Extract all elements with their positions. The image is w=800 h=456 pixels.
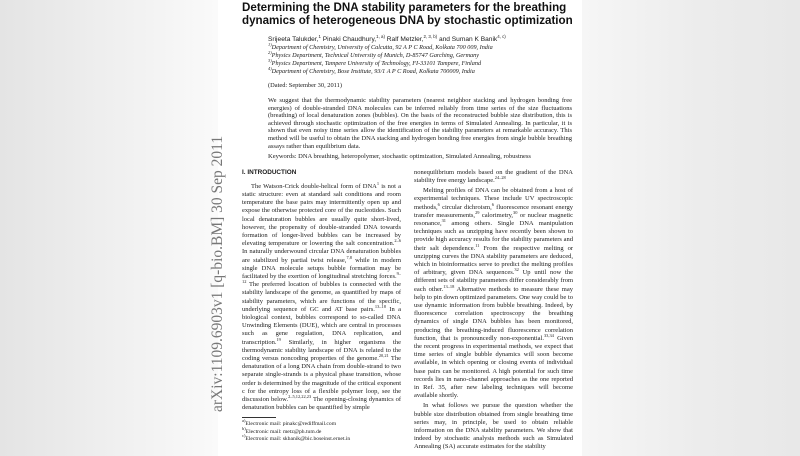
author-affiliation-mark: 4, c) [497, 34, 506, 39]
citation-ref: 1 [376, 180, 380, 186]
paragraph-text: Melting profiles of DNA can be obtained from a host of experimental techniques. These include UV spectroscopic methods, [414, 187, 573, 211]
paragraph [414, 402, 573, 451]
paragraph-text: The Watson-Crick double-helical form of DNA [251, 182, 377, 190]
affiliation-mark: 1) [268, 42, 272, 47]
citation-ref: 7,8 [346, 254, 352, 260]
paragraph-text: The preferred location of bubbles is connected with the stability landscape of the genome, as quantified by maps of stability parameters, which are functions of the specific, underlying sequence of GC and AT base pairs. [242, 281, 401, 313]
affiliation [268, 68, 568, 76]
footnote-text: Electronic mail: pinakc@rediffmail.com [245, 421, 337, 428]
footnote-mark: c) [242, 433, 246, 439]
paper-content [242, 0, 574, 456]
arxiv-identifier: arXiv:1109.6903v1 [q-bio.BM] 30 Sep 2011 [209, 135, 226, 412]
author-affiliation-mark: 1 [318, 34, 321, 39]
paragraph-text: circular dichroism, [439, 203, 492, 211]
footnote-mark: a) [242, 418, 246, 424]
abstract: We suggest that the thermodynamic stability parameters (nearest neighbor stacking and hydrogen bonding free energies) of double-stranded DNA molecules can be inferred reliably from time series of the size fluctuations (breathing) of local denaturation zones (bubbles). On the basis of the reconstructed bubble size distribution, this is achieved through stochastic optimization of the free energies in terms of Simulated Annealing. In particular, it is shown that even noisy time series allow the identification of the stability parameters at remarkable accuracy. This method will be useful to obtain the DNA stacking and hydrogen bonding free energies from single bubble breathing assays rather than equilibrium data. [268, 97, 572, 150]
citation-ref: 32 [514, 267, 519, 273]
affiliation-text: Department of Chemistry, Bose Institute, 93/1 A P C Road, Kolkata 700009, India [271, 68, 475, 75]
paragraph-text: Similarly, in higher organisms the thermodynamic stability landscape of DNA is related to the coding versus noncoding properties of the genome. [242, 338, 401, 363]
footnotes [242, 418, 401, 443]
left-column-text [242, 180, 402, 413]
citation-ref: 13–18 [374, 303, 386, 309]
left-column [242, 169, 401, 444]
body-columns [242, 169, 574, 452]
citation-ref: 30 [513, 209, 518, 215]
paragraph-text: fluorescence resonant energy transfer measurements, [414, 203, 573, 219]
citation-ref: 19 [276, 336, 281, 342]
footnote [242, 433, 401, 443]
paragraph-text: among others. Single DNA manipulation techniques such as unzipping have recently been shown to provide high accuracy results for the stability parameters and their salt dependence. [414, 219, 573, 252]
affiliation-text: Department of Chemistry, University of Calcutta, 92 A P C Road, Kolkata 700 009, India [271, 44, 493, 51]
author-name: Pinaki Chaudhury, [320, 36, 377, 43]
citation-ref: 13–18 [443, 283, 455, 289]
citation-ref: 2–6 [394, 238, 401, 244]
paragraph [414, 187, 573, 400]
citation-ref: 6 [437, 201, 440, 207]
right-column [414, 169, 573, 452]
affiliation [268, 60, 568, 68]
affiliation-mark: 2) [268, 50, 272, 55]
footnote-mark: b) [242, 425, 246, 431]
paragraph-text: while in modern single DNA molecule setups bubble formation may be facilitated by the exertion of longitudinal stretching forces. [242, 256, 401, 280]
affiliation [268, 44, 568, 52]
citation-ref: 20,21 [378, 353, 389, 359]
date-line: (Dated: September 30, 2011) [268, 82, 342, 89]
citation-ref: 29 [475, 209, 480, 215]
paragraph-text: The denaturation of a long DNA chain from double-strand to two separate single-strands is a physical phase transition, whose order is determined by the magnitude of the critical exponent c for the entropy loss of a flexible polymer loop, see the discussion below. [242, 355, 402, 404]
citation-ref: 11 [475, 242, 480, 248]
paragraph-text: calorimetry, [479, 211, 514, 219]
paragraph-text: Up until now the different sets of stability parameters differ considerably from each other. [414, 269, 573, 293]
footnote-text: Electronic mail: skbanik@bic.boseinst.ernet.in [245, 436, 351, 443]
author-name: Ralf Metzler, [384, 36, 424, 43]
affiliation [268, 52, 568, 60]
citation-ref: 24–28 [494, 174, 506, 180]
section-heading-introduction: I. INTRODUCTION [242, 168, 297, 176]
paragraph-text: The opening-closing dynamics of denaturation bubbles can be quantified by simple [242, 396, 401, 412]
citation-ref: 31 [441, 217, 446, 223]
affiliation-text: Physics Department, Technical University of Munich, D-85747 Garching, Germany [271, 52, 479, 59]
author-affiliation-mark: 1, a) [376, 34, 385, 39]
footnote-text: Electronic mail: metz@ph.tum.de [245, 428, 322, 435]
paper-title: Determining the DNA stability parameters for the breathing dynamics of heterogeneous DNA by stochastic optimization [242, 1, 573, 27]
footnote-divider [242, 417, 276, 418]
author-affiliation-mark: 2, 3, b) [423, 34, 438, 39]
paragraph-text: Given the recent progress in experimental methods, we expect that time series of single bubble dynamics will soon become available, in which opening or closing events of individual base pairs can be monitored. A high potential for such time records lies in nano-channel approaches as the one reported in Ref. 35, after new labeling techniques will become available shortly. [414, 334, 573, 400]
paragraph-text: In naturally underwound circular DNA denaturation bubbles are stabilized by partial twist release, [242, 248, 401, 264]
citation-ref: 33,34 [543, 332, 554, 338]
keywords: Keywords: DNA breathing, heteropolymer, stochastic optimization, Simulated Annealing, robustness [268, 153, 531, 161]
paragraph-text: or nuclear magnetic resonance, [414, 211, 573, 227]
citation-ref: 6 [491, 201, 494, 207]
paragraph-text: In what follows we pursue the question whether the bubble size distribution obtained from single breathing time series may, in principle, be used to obtain reliable information on the DNA stability parameters. We show that indeed by stochastic analysis methods such as Simulated Annealing (SA) accurate estimates for the stability [414, 402, 573, 451]
citation-ref: 9–12 [242, 270, 401, 285]
citation-ref: 2–5,12,22,23 [288, 394, 312, 400]
author-name: Srijeeta Talukder, [268, 36, 319, 43]
paragraph-text: is not a static structure: even at standard salt conditions and room temperature the base pairs may intermittently open up and expose the otherwise protected core of the nucleotides. Such local denaturation bubbles are usually quite short-lived, however, the propensity of double-stranded DNA towards formation of longer-lived bubbles can be increased by elevating temperature or lowering the salt concentration. [242, 182, 401, 248]
footnote [242, 418, 401, 428]
affiliation-mark: 4) [268, 66, 272, 71]
author-name: and Suman K Banik [437, 36, 498, 43]
paragraph-text: In a biological context, bubbles correspond to so-called DNA Unwinding Elements (DUE), which are central in processes such as gene regulation, DNA replication, and transcription. [242, 305, 401, 346]
affiliation-mark: 3) [268, 58, 272, 63]
affiliation-text: Physics Department, Tampere University of Technology, FI-33101 Tampere, Finland [271, 60, 482, 67]
paragraph-text: From the respective melting or unzipping curves the DNA stability parameters are deduced, which in bioinformatics serve to predict the melting profiles of arbitrary, given DNA sequences. [414, 244, 573, 277]
paragraph-text: Alternative methods to measure these may help to pin down optimized parameters. One way could be to use dynamic information from bubble breathing. Indeed, by fluorescence correlation spectroscopy the breathing dynamics of single DNA bubbles has been monitored, producing the breathing-induced fluorescence correlation function, that is pronouncedly non-exponential. [414, 285, 573, 342]
paragraph-text: nonequilibrium models based on the gradient of the DNA stability free energy landscape. [414, 168, 573, 184]
paragraph [242, 180, 402, 413]
author-list [268, 36, 574, 44]
affiliations [268, 44, 568, 76]
paragraph [414, 169, 573, 185]
footnote [242, 425, 401, 439]
